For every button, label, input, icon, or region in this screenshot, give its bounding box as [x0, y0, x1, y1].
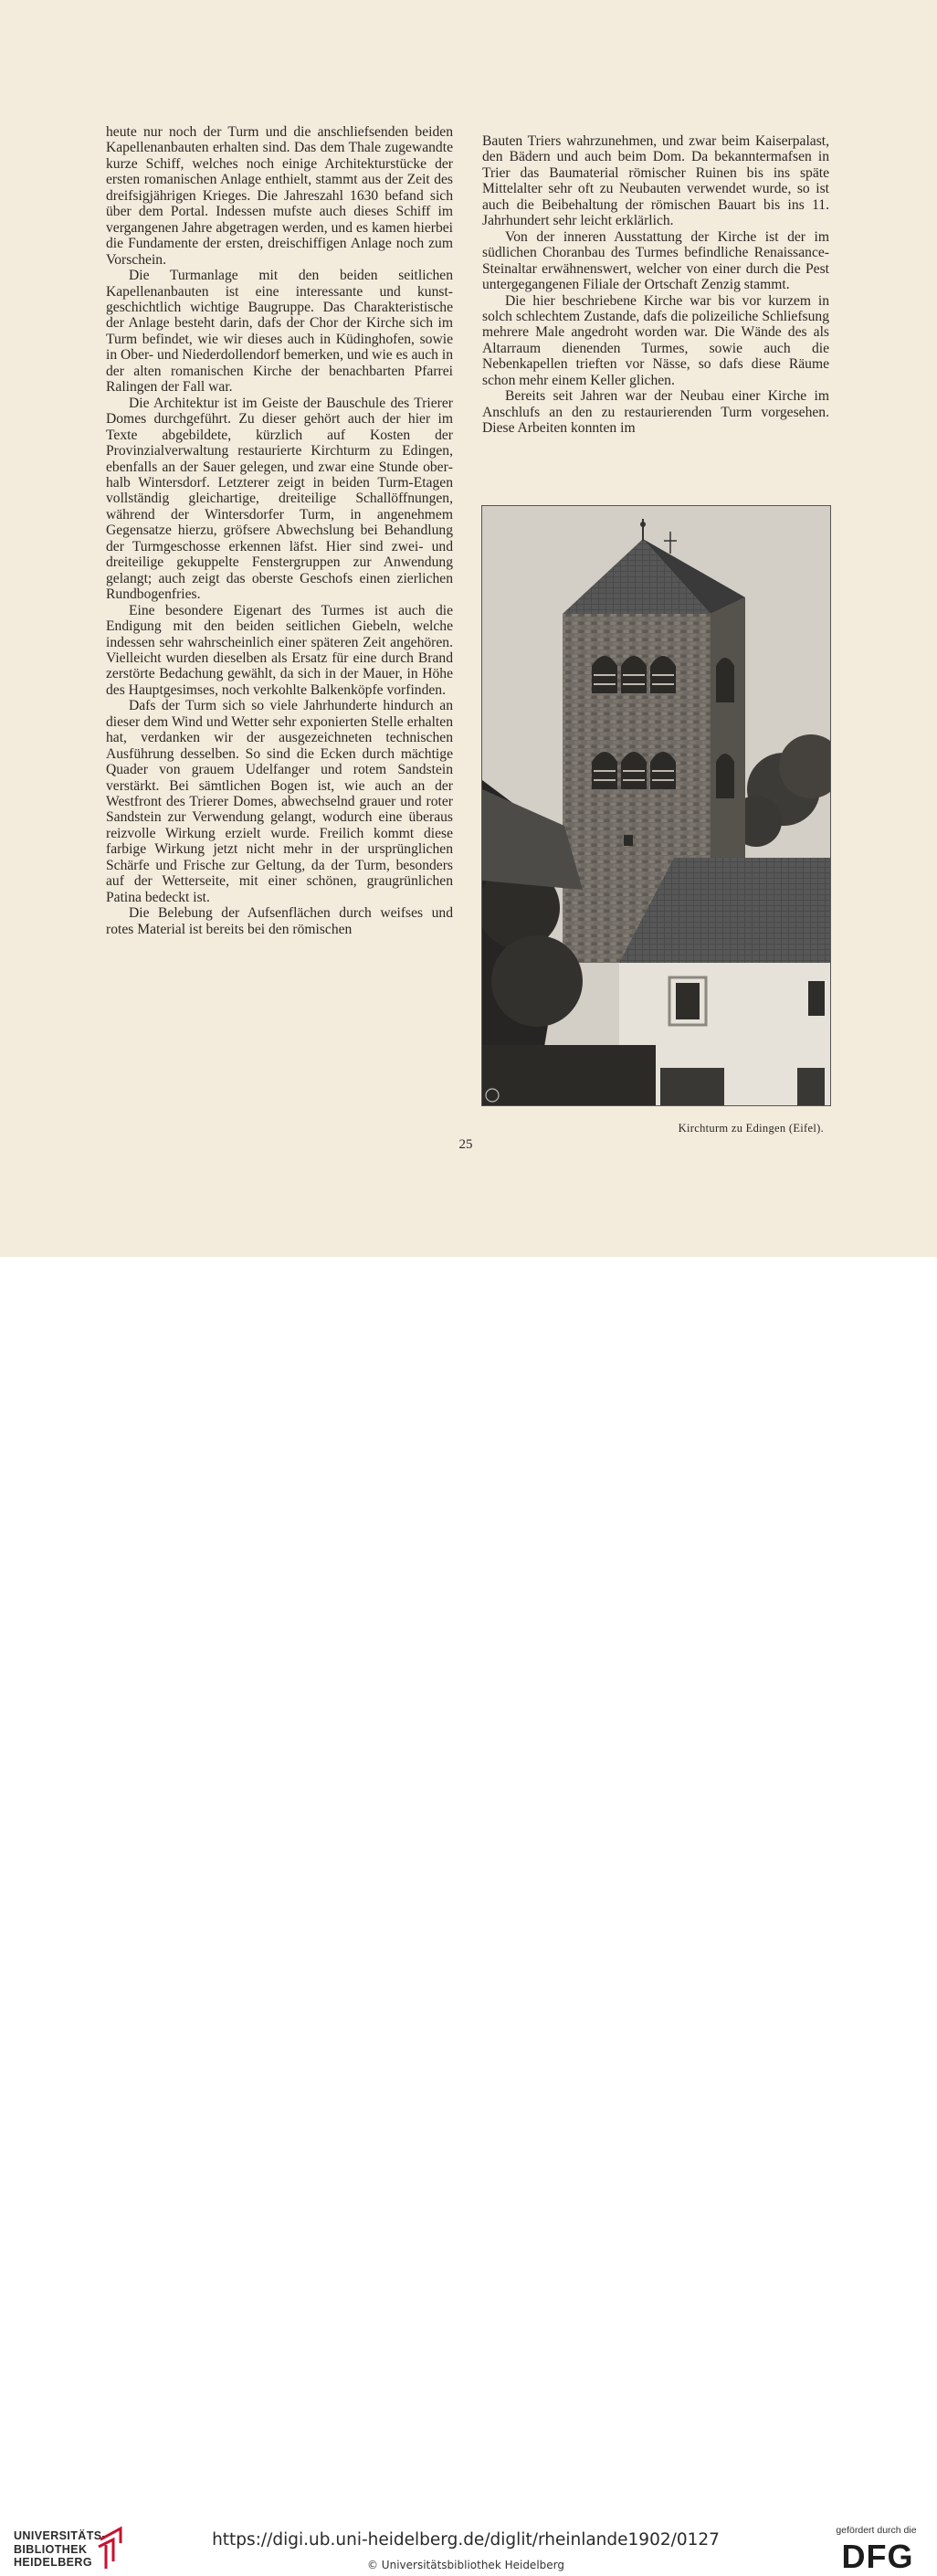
- page-number: 25: [458, 1137, 473, 1152]
- paragraph: Bereits seit Jahren war der Neubau einer Kirche im Anschlufs an den zu restaurierenden Turm vorgesehen. Diese Arbeiten konnten im: [482, 388, 829, 437]
- photo-caption: Kirchturm zu Edingen (Eifel).: [678, 1122, 824, 1135]
- paragraph: Eine besondere Eigenart des Turmes ist auch die Endigung mit den beiden seitlichen Giebeln, welche indessen sehr wahrscheinlich einer späteren Zeit angehören. Vielleicht wurden dieselben als Ersatz für eine durch Brand zerstörte Bedachung gewählt, da sich in der Mauer, in Höhe des Hauptgesimses, noch verkohlte Balkenköpfe vorfinden.: [106, 602, 453, 698]
- funded-by-label: gefördert durch die: [836, 2525, 917, 2536]
- paragraph: Von der inneren Ausstattung der Kirche ist der im südlichen Choranbau des Turmes befindliche Renaissance-Steinaltar erwähnenswert, welcher von einer durch die Pest untergegangenen Filiale der Ortschaft Zenzig stammt.: [482, 228, 829, 293]
- paragraph: Die hier beschriebene Kirche war bis vor kurzem in solch schlechtem Zustande, dafs die polizeiliche Schliefsung mehrere Male angedroht worden war. Die Wände des als Altarraum dienenden Turmes, sowie auch die Nebenkapellen trieften vor Nässe, so dafs diese Räume schon mehr einem Keller glichen.: [482, 292, 829, 388]
- paragraph: Dafs der Turm sich so viele Jahrhunderte hindurch an dieser dem Wind und Wetter sehr exponierten Stelle erhalten hat, verdanken wir der ausgezeichneten technischen Ausführung desselben. So sind die Ecken durch mächtige Quader von grauem Udelfanger und rotem Sandstein verstärkt. Bei sämtlichen Bogen ist, wie auch an der Westfront des Trierer Domes, abwechselnd grauer und roter Sandstein zur Verwendung gelangt, wodurch eine überaus reizvolle Wirkung erzielt wurde. Freilich kommt diese farbige Wirkung jetzt nicht mehr in der ursprünglichen Schärfe und Frische zur Geltung, da der Turm, besonders auf der Wetterseite, mit einer schönen, graugrünlichen Patina bedeckt ist.: [106, 698, 453, 905]
- church-tower-photo: [481, 505, 831, 1106]
- library-name[interactable]: [14, 2529, 106, 2570]
- paragraph: Die Architektur ist im Geiste der Bauschule des Trierer Domes durchgeführt. Zu dieser gehört auch der hier im Texte abgebildete, kürzlich auf Kosten der Provinzialverwaltung restaurierte Kirchturm zu Edingen, ebenfalls an der Sauer gelegen, und zwar eine Stunde oberhalb Wintersdorf. Letzterer zeigt in beiden Turm-Etagen vollständig gleichartige, dreiteilige Schallöffnungen, während der Wintersdorfer Turm, in angenehmem Gegensatze hierzu, gröfsere Abwechslung bei Behandlung der Turmgeschosse erkennen läfst. Hier sind zwei- und dreiteilige gekuppelte Fenstergruppen zur Anwendung gelangt; auch zeigt das oberste Geschofs einen zierlichen Rundbogenfries.: [106, 395, 453, 603]
- scanned-page: [0, 0, 937, 1257]
- library-name-line: BIBLIOTHEK: [14, 2542, 88, 2556]
- text-column-left: [106, 124, 453, 937]
- library-name-line: HEIDELBERG: [14, 2556, 92, 2569]
- paragraph: Die Turmanlage mit den beiden seitlichen Kapellenanbauten ist eine interessante und kunstgeschichtlich wichtige Baugruppe. Das Charakteristische der Anlage besteht darin, dafs der Chor der Kirche sich im Turm befindet, wie wir dieses auch in Küdinghofen, sowie in Ober- und Niederdollendorf bemerken, und wie es auch in der alten romanischen Kirche der benachbarten Pfarrei Ralingen der Fall war.: [106, 268, 453, 396]
- library-name-line: UNIVERSITÄTS-: [14, 2529, 107, 2542]
- paragraph: heute nur noch der Turm und die anschliefsenden beiden Kapellenanbauten erhalten sind. Das dem Thale zugewandte kurze Schiff, welches noch einige Architekturstücke der ersten romanischen Anlage enthielt, stammt aus der Zeit des dreifsigjährigen Krieges. Die Jahreszahl 1630 befand sich über dem Portal. Indessen mufste auch dieses Schiff im vergangenen Jahre abgetragen werden, und es kamen hierbei die Fundamente der ersten, dreischiffigen Anlage noch zum Vorschein.: [106, 124, 453, 268]
- viewer-footer: [0, 1257, 937, 2575]
- copyright-text: © Universitätsbibliothek Heidelberg: [366, 2559, 564, 2571]
- paragraph: Die Belebung der Aufsenflächen durch weifses und rotes Material ist bereits bei den römischen: [106, 905, 453, 937]
- ub-logo-icon[interactable]: [93, 2525, 130, 2572]
- dfg-logo[interactable]: DFG: [841, 2538, 914, 2575]
- text-column-right: [482, 133, 829, 437]
- paragraph: Bauten Triers wahrzunehmen, und zwar beim Kaiserpalast, den Bädern und auch beim Dom. Da bekanntermafsen in Trier das Baumaterial römischer Ruinen bis ins späte Mittelalter sehr oft zu Neubauten verwendet wurde, so ist auch die Beibehaltung der römischen Bauart bis ins 11. Jahrhundert sehr leicht erklärlich.: [482, 133, 829, 229]
- permalink-url[interactable]: https://digi.ub.uni-heidelberg.de/diglit/rheinlande1902/0127: [212, 2530, 720, 2550]
